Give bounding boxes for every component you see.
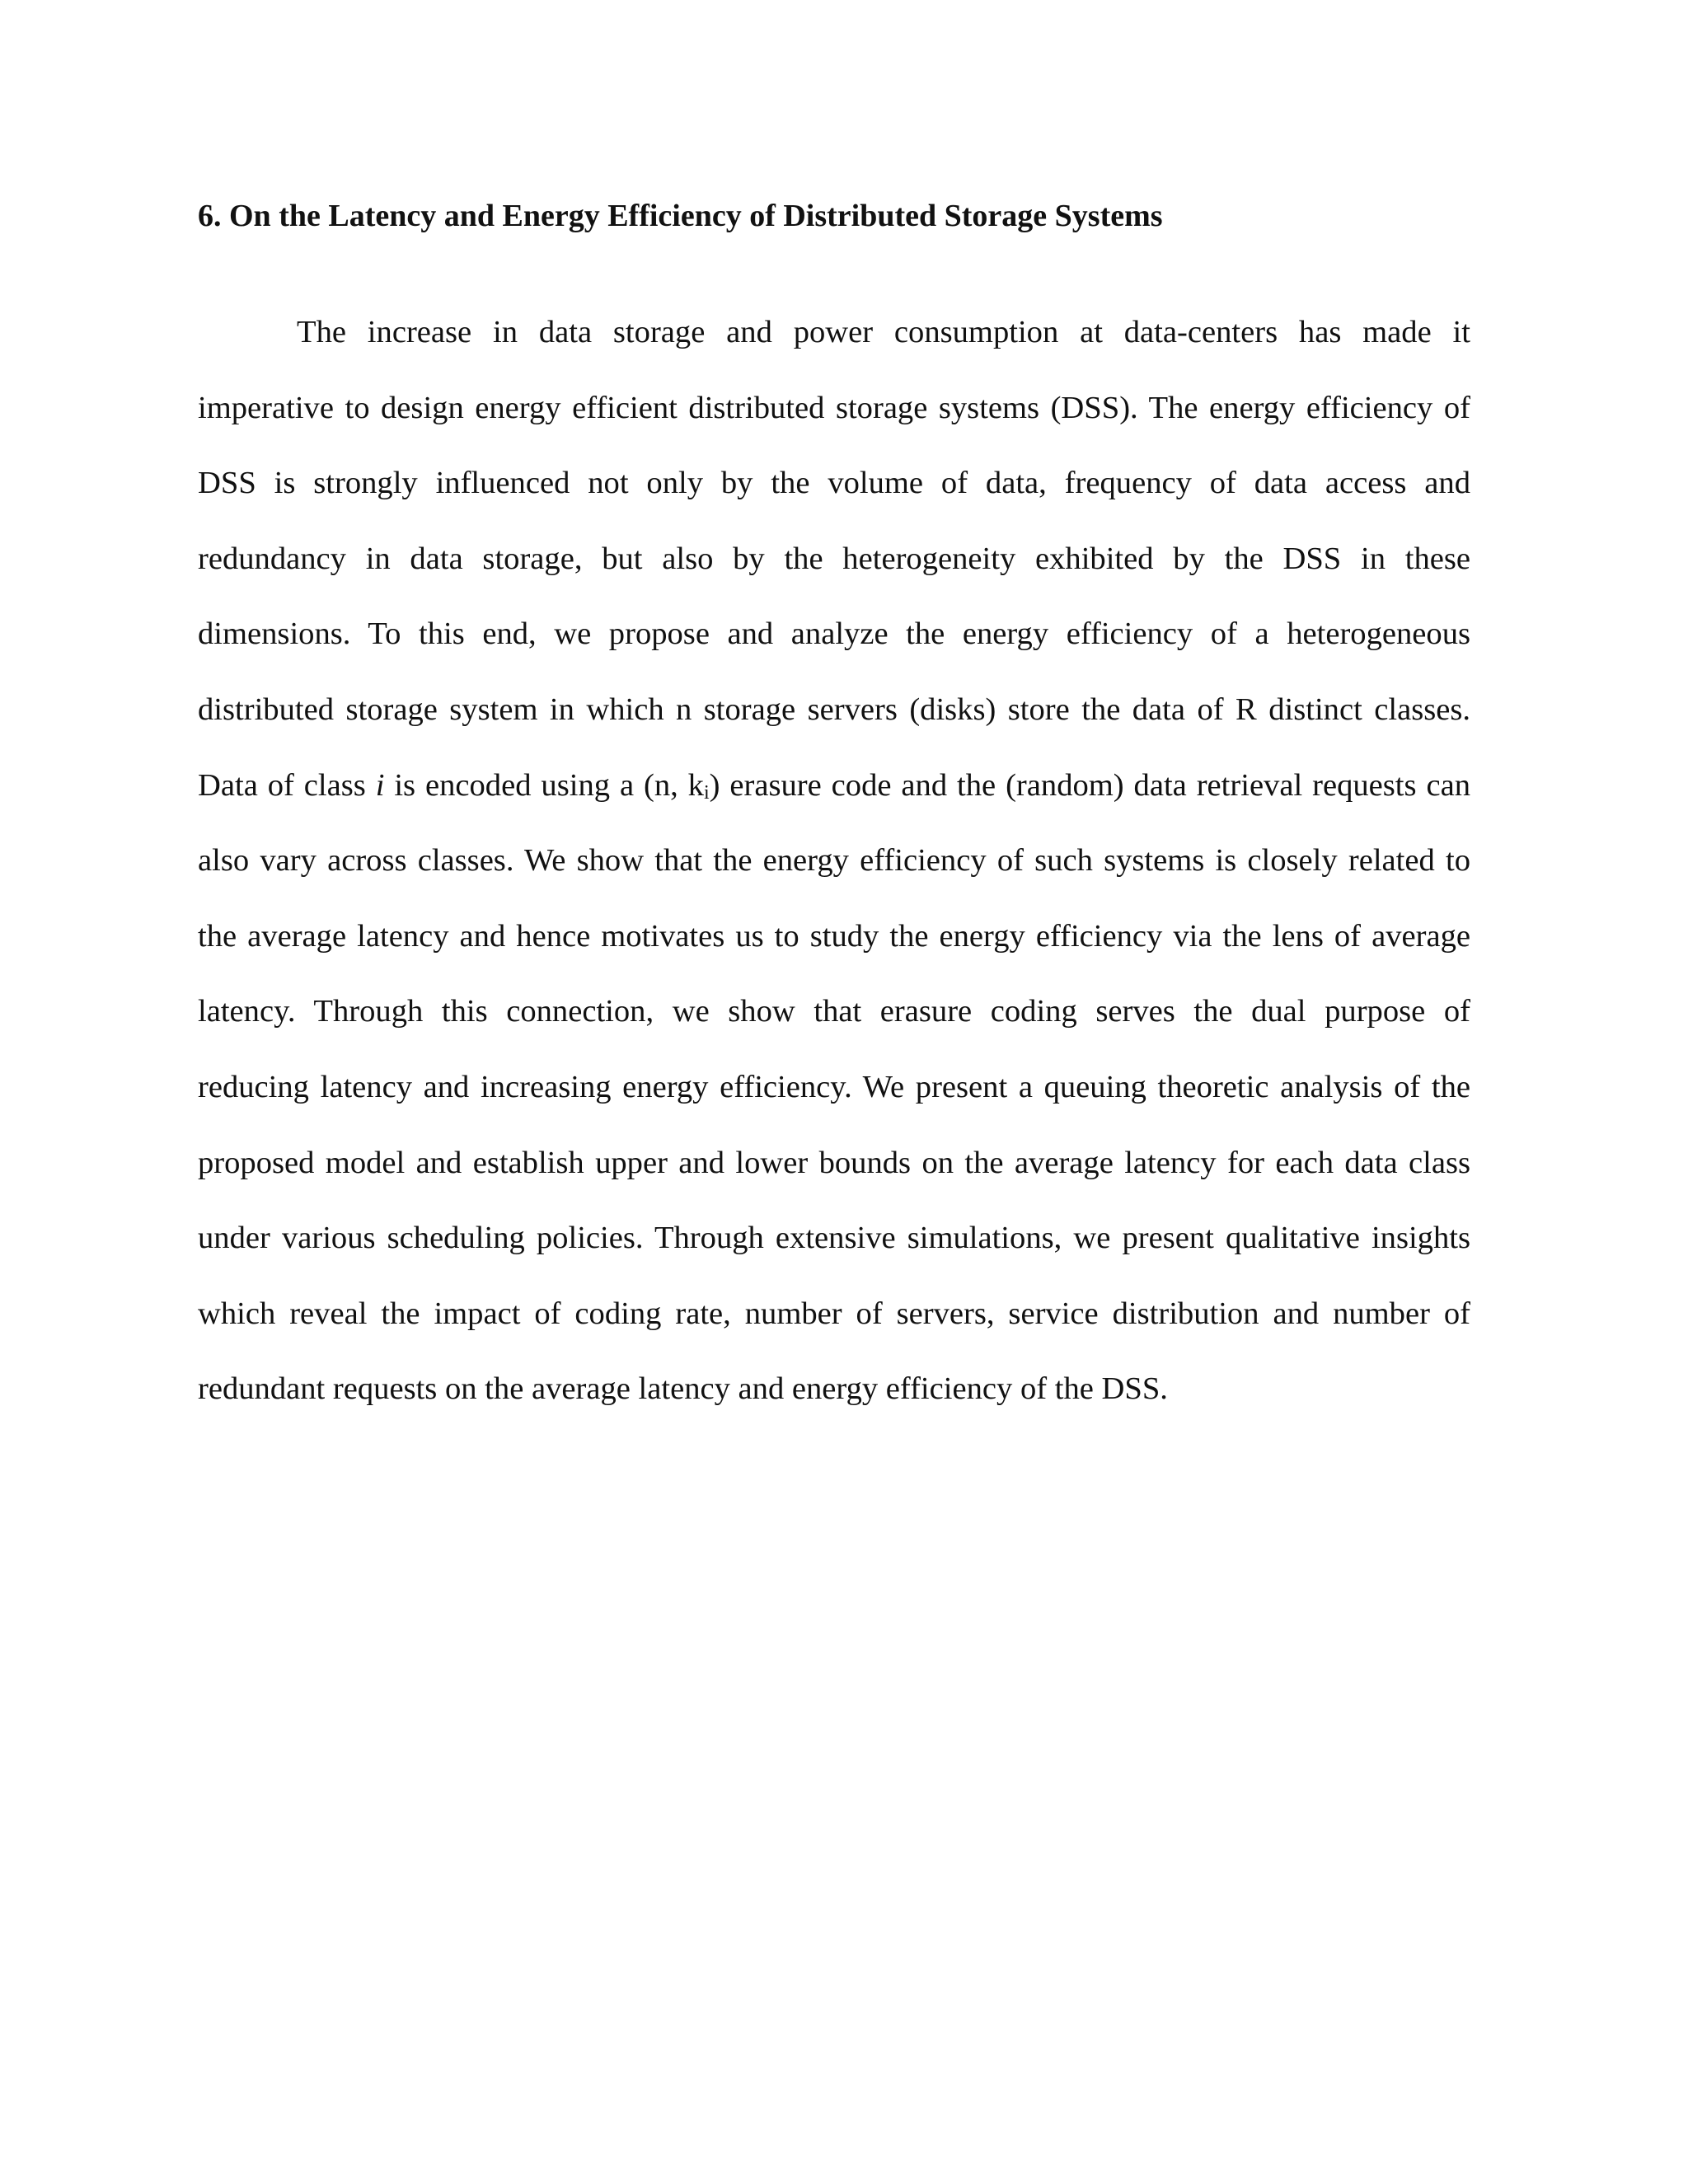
paragraph-line: the average latency and hence motivates us to study the energy efficiency via the lens of average xyxy=(198,918,1470,954)
paragraph-line: redundancy in data storage, but also by the heterogeneity exhibited by the DSS in these xyxy=(198,541,1470,576)
paragraph-line: The increase in data storage and power consumption at data-centers has made it xyxy=(297,315,1470,349)
paragraph-line: redundant requests on the average latency and energy efficiency of the DSS. xyxy=(198,1371,1168,1407)
line-text: is encoded using a (n, k xyxy=(384,767,704,803)
line-text: ) erasure code and the (random) data retrieval requests can xyxy=(709,767,1470,803)
paragraph-line: which reveal the impact of coding rate, number of servers, service distribution and number of xyxy=(198,1296,1470,1331)
paragraph-line: proposed model and establish upper and lower bounds on the average latency for each data class xyxy=(198,1145,1470,1180)
abstract-paragraph xyxy=(198,295,1470,1427)
paragraph-line: imperative to design energy efficient distributed storage systems (DSS). The energy efficiency of xyxy=(198,390,1470,425)
paragraph-line: dimensions. To this end, we propose and analyze the energy efficiency of a heterogeneous xyxy=(198,616,1470,652)
paragraph-line: latency. Through this connection, we show that erasure coding serves the dual purpose of xyxy=(198,994,1470,1029)
paragraph-line: DSS is strongly influenced not only by the volume of data, frequency of data access and xyxy=(198,466,1470,501)
paragraph-line: under various scheduling policies. Through extensive simulations, we present qualitative insights xyxy=(198,1221,1470,1256)
subscript-i: i xyxy=(703,781,710,804)
paragraph-line xyxy=(198,748,1470,824)
paragraph-line: distributed storage system in which n storage servers (disks) store the data of R distinct classes. xyxy=(198,691,1470,727)
paragraph-line: also vary across classes. We show that the energy efficiency of such systems is closely related to xyxy=(198,843,1470,879)
paragraph-line: reducing latency and increasing energy efficiency. We present a queuing theoretic analysis of the xyxy=(198,1069,1470,1104)
line-text: Data of class xyxy=(198,767,376,803)
math-variable-i: i xyxy=(375,767,385,803)
section-heading: 6. On the Latency and Energy Efficiency of Distributed Storage Systems xyxy=(198,199,1163,233)
